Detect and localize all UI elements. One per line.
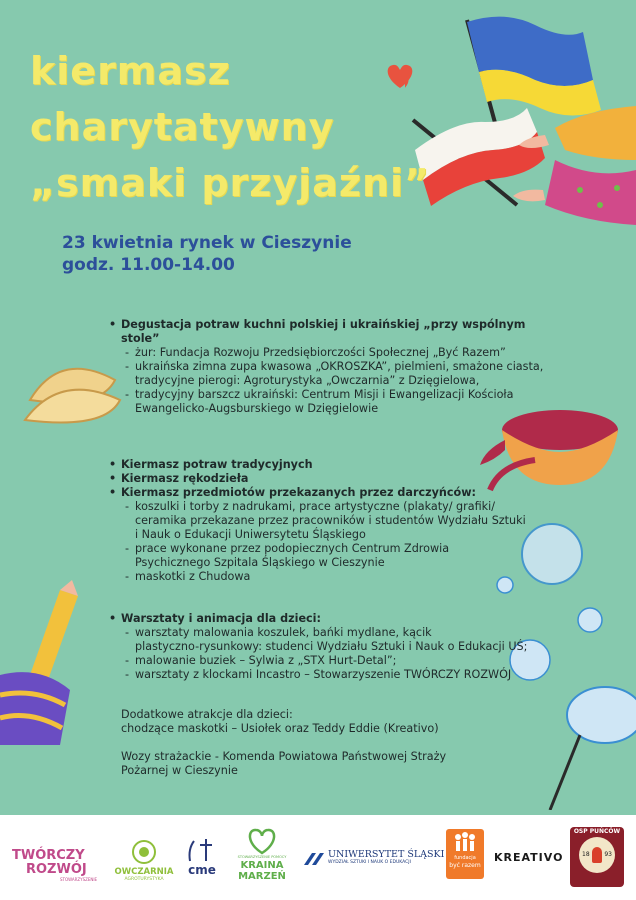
- section2-heading-3: • Kiermasz przedmiotów przekazanych przez darczyńców:: [105, 486, 545, 500]
- flame-icon: [592, 847, 602, 863]
- program: [105, 318, 545, 778]
- list-item-continued: ceramika przekazane przez pracowników i studentów Wydziału Sztuki: [135, 514, 526, 527]
- list-item: - maskotki z Chudowa: [105, 570, 545, 584]
- list-item: - warsztaty malowania koszulek, bańki mydlane, kącik: [105, 626, 545, 640]
- logo-byc-razem: fundacja być razem: [446, 829, 484, 879]
- section2-heading-2: • Kiermasz rękodzieła: [105, 472, 545, 486]
- list-item-continued: Ewangelicko-Augsburskiego w Dzięgielowie: [135, 402, 379, 415]
- extra-heading: Dodatkowe atrakcje dla dzieci:: [121, 708, 293, 721]
- logo-cme: cme: [184, 837, 220, 877]
- list-item: - ukraińska zimna zupa kwasowa „OKROSZKA”, pielmieni, smażone ciasta,: [105, 360, 545, 374]
- title-line-3: „smaki przyjaźni”: [30, 161, 431, 205]
- list-item-continued: Psychicznego Szpitala Śląskiego w Cieszynie: [135, 556, 385, 569]
- section2-heading-1: • Kiermasz potraw tradycyjnych: [105, 458, 545, 472]
- university-icon: [302, 851, 326, 867]
- cross-icon: [184, 837, 220, 863]
- section1-heading: • Degustacja potraw kuchni polskiej i ukraińskiej „przy wspólnym stole”: [105, 318, 545, 346]
- extra-text: chodzące maskotki – Usiołek oraz Teddy Eddie (Kreativo): [121, 722, 439, 735]
- extra-text: Wozy strażackie - Komenda Powiatowa Państwowej Straży: [121, 750, 447, 763]
- logo-uniwersytet-slaski: UNIWERSYTET ŚLĄSKI WYDZIAŁ SZTUKI I NAUK O EDUKACJI: [302, 849, 436, 866]
- logo-tworczy-rozwoj: TWÓRCZY ROZWÓJ STOWARZYSZENIE: [12, 848, 98, 882]
- heart-outline-icon: [232, 827, 292, 855]
- logo-owczarnia: OWCZARNIA AGROTURYSTYKA: [112, 837, 176, 883]
- sponsors-footer: [0, 815, 636, 900]
- title-line-2: charytatywny: [30, 105, 335, 149]
- list-item: - tradycyjny barszcz ukraiński: Centrum Misji i Ewangelizacji Kościoła: [105, 388, 545, 402]
- extra-text: Pożarnej w Cieszynie: [121, 764, 238, 777]
- event-info: [62, 232, 352, 276]
- sheep-icon: [112, 837, 176, 867]
- section3-heading: • Warsztaty i animacja dla dzieci:: [105, 612, 545, 626]
- logo-kraina-marzen: STOWARZYSZENIE POMOCY KRAINA MARZEŃ: [232, 827, 292, 882]
- list-item: - warsztaty z klockami Incastro – Stowarzyszenie TWÓRCZY ROZWÓJ: [105, 668, 545, 682]
- list-item: - żur: Fundacja Rozwoju Przedsiębiorczości Społecznej „Być Razem”: [105, 346, 545, 360]
- event-date-place: 23 kwietnia rynek w Cieszynie: [62, 233, 352, 253]
- logo-kreativo: KREATIVO: [494, 851, 564, 864]
- list-item-continued: i Nauk o Edukacji Uniwersytetu Śląskiego: [135, 528, 366, 541]
- event-time: godz. 11.00-14.00: [62, 255, 235, 275]
- list-item-continued: tradycyjne pierogi: Agroturystyka „Owczarnia” z Dzięgielowa,: [135, 374, 480, 387]
- poster-title: [30, 49, 431, 220]
- flags-illustration: [405, 10, 636, 225]
- title-line-1: kiermasz: [30, 49, 231, 93]
- pencil-illustration: [0, 580, 100, 745]
- logo-osp-puncow: OSP PUŃCÓW 18 93: [570, 827, 624, 887]
- list-item: - prace wykonane przez podopiecznych Centrum Zdrowia: [105, 542, 545, 556]
- people-icon: [446, 829, 484, 855]
- list-item: - malowanie buziek – Sylwia z „STX Hurt-Detal”;: [105, 654, 545, 668]
- list-item-continued: plastyczno-rysunkowy: studenci Wydziału Sztuki i Nauk o Edukacji UŚ;: [135, 640, 528, 653]
- list-item: - koszulki i torby z nadrukami, prace artystyczne (plakaty/ grafiki/: [105, 500, 545, 514]
